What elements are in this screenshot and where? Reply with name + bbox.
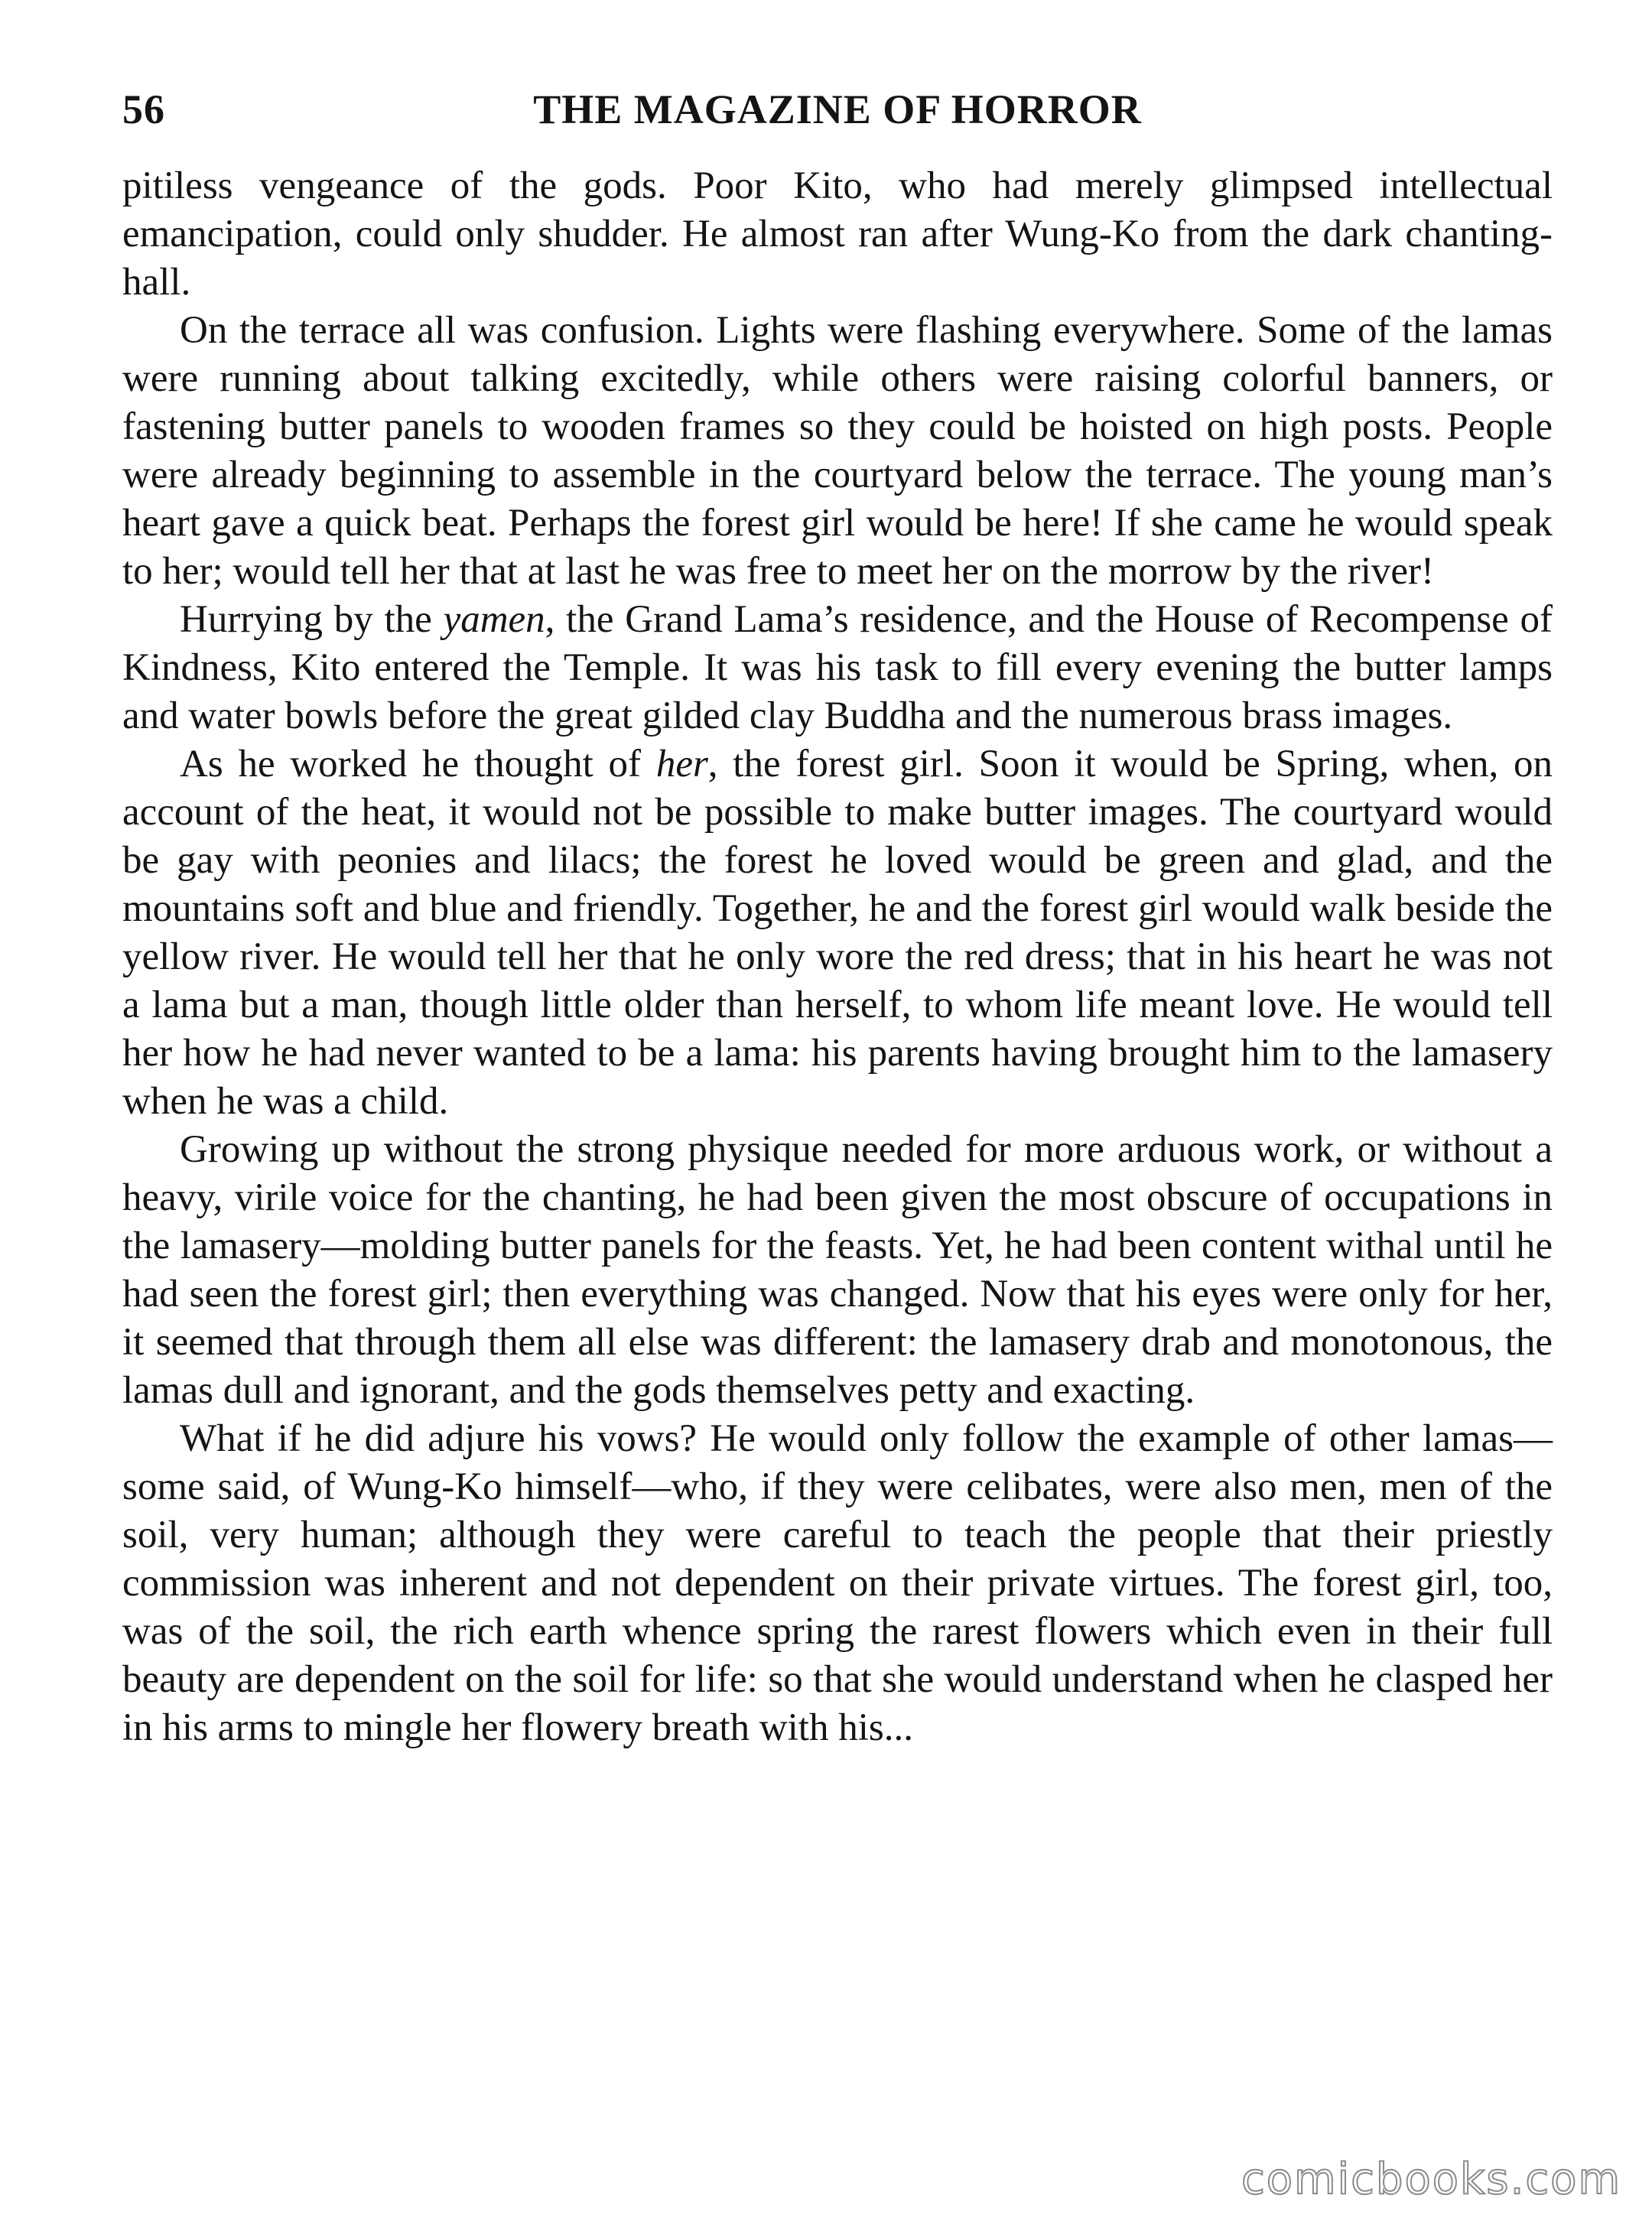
paragraph-text: What if he did adjure his vows? He would only follow the example of other lamas—some said, of Wung-Ko himself—who, if they were celibates, were also men, men of the soil, very human; although they were careful to teach the people that their priestly commission was inherent and not dependent on their private virtues. The forest girl, too, was of the soil, the rich earth whence spring the rarest flowers which even in their full beauty are dependent on the soil for life: so that she would understand when he clasped her in his arms to mingle her flowery breath with his...	[122, 1417, 1553, 1749]
paragraph-text: , the forest girl. Soon it would be Spring, when, on account of the heat, it would not be possible to make butter images. The courtyard would be gay with peonies and lilacs; the forest he loved would be green and glad, and the mountains soft and blue and friendly. Together, he and the forest girl would walk beside the yellow river. He would tell her that he only wore the red dress; that in his heart he was not a lama but a man, though little older than herself, to whom life meant love. He would tell her how he had never wanted to be a lama: his parents having brought him to the lamasery when he was a child.	[122, 743, 1553, 1123]
italic-word-her: her	[655, 743, 708, 785]
paragraph-text: On the terrace all was confusion. Lights were flashing everywhere. Some of the lamas were running about talking excitedly, while others were raising colorful banners, or fastening butter panels to wooden frames so they could be hoisted on high posts. People were already beginning to assemble in the courtyard below the terrace. The young man’s heart gave a quick beat. Perhaps the forest girl would be here! If she came he would speak to her; would tell her that at last he was free to meet her on the morrow by the river!	[122, 309, 1553, 593]
paragraph-text: Growing up without the strong physique needed for more arduous work, or without a heavy, virile voice for the chanting, he had been given the most obscure of occupations in the lamasery—molding butter panels for the feasts. Yet, he had been content withal until he had seen the forest girl; then everything was changed. Now that his eyes were only for her, it seemed that through them all else was different: the lamasery drab and monotonous, the lamas dull and ignorant, and the gods themselves petty and exacting.	[122, 1128, 1553, 1412]
paragraph-continued	[122, 162, 1553, 307]
italic-word-yamen: yamen	[443, 598, 545, 641]
paragraph-temple	[122, 596, 1553, 740]
magazine-title: THE MAGAZINE OF HORROR	[533, 86, 1142, 132]
magazine-page	[122, 76, 1553, 2157]
paragraph-text: Hurrying by the	[180, 598, 444, 641]
site-watermark: comicbooks.com	[1241, 2155, 1621, 2204]
paragraph-growing-up	[122, 1126, 1553, 1415]
paragraph-text: , the Grand Lama’s residence, and the House of Recompense of Kindness, Kito entered the Temple. It was his task to fill every evening the butter lamps and water bowls before the great gilded clay Buddha and the numerous brass images.	[122, 598, 1553, 737]
running-head	[122, 76, 1553, 153]
paragraph-terrace	[122, 307, 1553, 596]
paragraph-forest-girl	[122, 740, 1553, 1126]
paragraph-text: pitiless vengeance of the gods. Poor Kito, who had merely glimpsed intellectual emancipation, could only shudder. He almost ran after Wung-Ko from the dark chanting-hall.	[122, 164, 1553, 304]
page-number: 56	[122, 86, 165, 132]
paragraph-vows	[122, 1415, 1553, 1752]
paragraph-text: As he worked he thought of	[180, 743, 656, 785]
story-body	[122, 162, 1553, 1752]
